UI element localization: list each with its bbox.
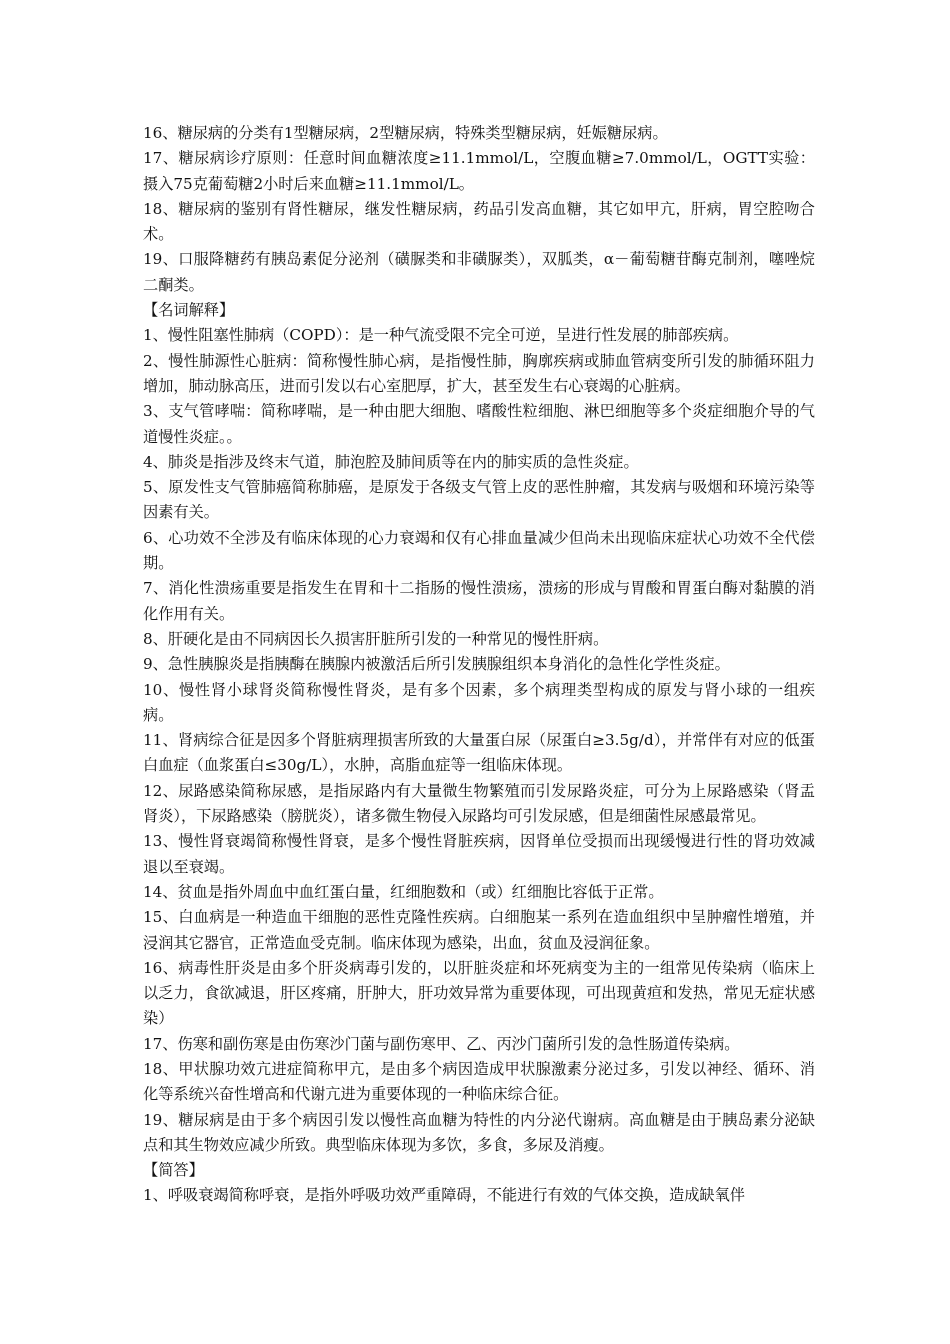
list-item: 1、慢性阻塞性肺病（COPD）：是一种气流受限不完全可逆，呈进行性发展的肺部疾病。 xyxy=(143,326,739,345)
list-item: 6、心功效不全涉及有临床体现的心力衰竭和仅有心排血量减少但尚未出现临床症状心功效不全代偿期。 xyxy=(143,528,815,573)
list-item: 12、尿路感染简称尿感，是指尿路内有大量微生物繁殖而引发尿路炎症，可分为上尿路感染（肾盂肾炎），下尿路感染（膀胱炎），诸多微生物侵入尿路均可引发尿感，但是细菌性尿感最常见。 xyxy=(143,781,815,826)
list-item: 10、慢性肾小球肾炎简称慢性肾炎，是有多个因素，多个病理类型构成的原发与肾小球的一组疾病。 xyxy=(143,680,815,724)
list-item: 18、糖尿病的鉴别有肾性糖尿，继发性糖尿病，药品引发高血糖，其它如甲亢，肝病，胃空腔吻合术。 xyxy=(143,199,815,244)
list-item: 11、肾病综合征是因多个肾脏病理损害所致的大量蛋白尿（尿蛋白≥3.5g/d），并常伴有对应的低蛋白血症（血浆蛋白≤30g/L），水肿，高脂血症等一组临床体现。 xyxy=(143,731,815,775)
list-item: 8、肝硬化是由不同病因长久损害肝脏所引发的一种常见的慢性肝病。 xyxy=(143,629,609,648)
list-item: 18、甲状腺功效亢进症简称甲亢，是由多个病因造成甲状腺激素分泌过多，引发以神经、循环、消化等系统兴奋性增高和代谢亢进为重要体现的一种临床综合征。 xyxy=(143,1059,815,1104)
list-item: 7、消化性溃疡重要是指发生在胃和十二指肠的慢性溃疡，溃疡的形成与胃酸和胃蛋白酶对黏膜的消化作用有关。 xyxy=(143,579,815,623)
list-item: 16、糖尿病的分类有1型糖尿病，2型糖尿病，特殊类型糖尿病，妊娠糖尿病。 xyxy=(143,124,668,142)
list-item: 14、贫血是指外周血中血红蛋白量，红细胞数和（或）红细胞比容低于正常。 xyxy=(143,882,664,901)
list-item: 4、肺炎是指涉及终末气道，肺泡腔及肺间质等在内的肺实质的急性炎症。 xyxy=(143,452,639,471)
list-item: 17、伤寒和副伤寒是由伤寒沙门菌与副伤寒甲、乙、丙沙门菌所引发的急性肠道传染病。 xyxy=(143,1034,740,1053)
document-page xyxy=(143,121,815,1209)
list-item: 19、口服降糖药有胰岛素促分泌剂（磺脲类和非磺脲类），双胍类，α－葡萄糖苷酶克制剂，噻唑烷二酮类。 xyxy=(143,250,815,294)
list-item: 13、慢性肾衰竭简称慢性肾衰，是多个慢性肾脏疾病，因肾单位受损而出现缓慢进行性的肾功效减退以至衰竭。 xyxy=(143,832,815,876)
list-item: 3、支气管哮喘：简称哮喘，是一种由肥大细胞、嗜酸性粒细胞、淋巴细胞等多个炎症细胞介导的气道慢性炎症。。 xyxy=(143,402,815,446)
list-item: 16、病毒性肝炎是由多个肝炎病毒引发的，以肝脏炎症和坏死病变为主的一组常见传染病（临床上以乏力，食欲减退，肝区疼痛，肝肿大，肝功效异常为重要体现，可出现黄疸和发热，常见无症状感染） xyxy=(143,958,815,1028)
list-item: 17、糖尿病诊疗原则：任意时间血糖浓度≥11.1mmol/L，空腹血糖≥7.0mmol/L，OGTT实验：摄入75克葡萄糖2小时后来血糖≥11.1mmol/L。 xyxy=(143,149,815,193)
list-item: 19、糖尿病是由于多个病因引发以慢性高血糖为特性的内分泌代谢病。高血糖是由于胰岛素分泌缺点和其生物效应减少所致。典型临床体现为多饮，多食，多尿及消瘦。 xyxy=(143,1110,815,1154)
list-item: 2、慢性肺源性心脏病：简称慢性肺心病，是指慢性肺，胸廓疾病或肺血管病变所引发的肺循环阻力增加，肺动脉高压，进而引发以右心室肥厚，扩大，甚至发生右心衰竭的心脏病。 xyxy=(143,351,815,395)
list-item: 1、呼吸衰竭简称呼衰，是指外呼吸功效严重障碍，不能进行有效的气体交换，造成缺氧伴 xyxy=(143,1186,745,1205)
section-heading-terms: 【名词解释】 xyxy=(143,301,235,320)
list-item: 15、白血病是一种造血干细胞的恶性克隆性疾病。白细胞某一系列在造血组织中呈肿瘤性增殖，并浸润其它器官，正常造血受克制。临床体现为感染，出血，贫血及浸润征象。 xyxy=(143,908,815,952)
list-item: 9、急性胰腺炎是指胰酶在胰腺内被激活后所引发胰腺组织本身消化的急性化学性炎症。 xyxy=(143,655,730,674)
section-heading-short-answer: 【简答】 xyxy=(143,1161,204,1180)
list-item: 5、原发性支气管肺癌简称肺癌，是原发于各级支气管上皮的恶性肿瘤，其发病与吸烟和环境污染等因素有关。 xyxy=(143,478,815,522)
